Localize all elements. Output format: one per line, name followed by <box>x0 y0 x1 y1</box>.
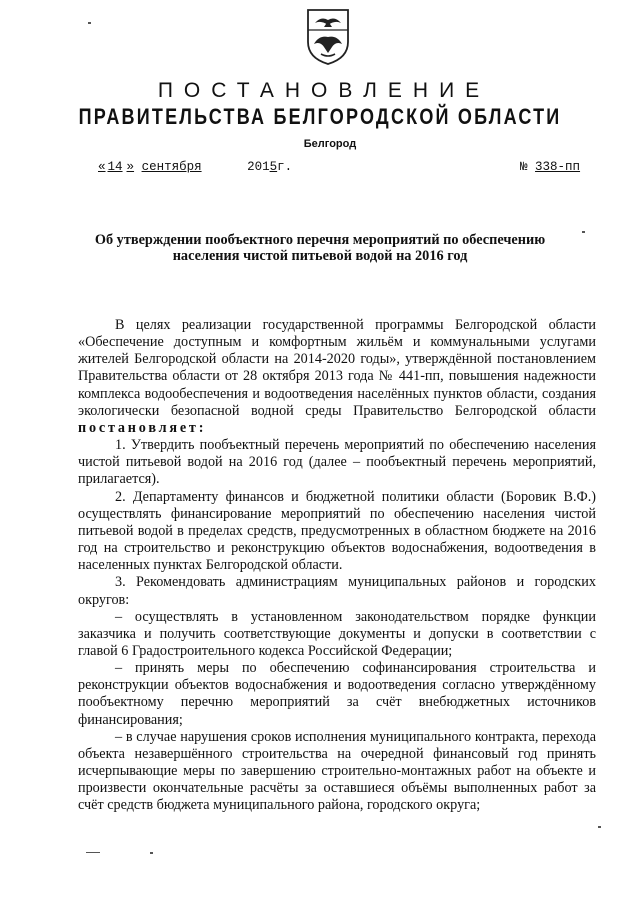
item-paragraph: 3. Рекомендовать администрациям муниципальных районов и городских округов: <box>78 574 596 608</box>
date-close-quote: » <box>126 160 135 174</box>
preamble-text: В целях реализации государственной программы Белгородской области «Обеспечение доступным и комфортным жильём и коммунальными услугами жителей Белгородской области на 2014-2020 годы», утверждённой постановлением Правительства области от 28 октября 2013 года № 441-пп, повышения надежности комплекса водообеспечения и водоотведения населённых пунктов области, создания экологически безопасной водной среды Правительство Белгородской области <box>78 317 596 419</box>
date-month: сентября <box>141 160 202 174</box>
sub-item-paragraph: – осуществлять в установленном законодательством порядке функции заказчика и получить соответствующие документы и допуски в соответствии с главой 6 Градостроительного кодекса Российской Федерации; <box>78 608 596 659</box>
number-value: 338-пп <box>535 160 581 174</box>
scan-mark <box>582 231 585 233</box>
date-day: 14 <box>107 160 123 174</box>
date-year-suffix: 5 <box>269 160 278 174</box>
sub-item-paragraph: – в случае нарушения сроков исполнения муниципального контракта, перехода объекта незавершённого строительства на очередной финансовый год принять исчерпывающие меры по завершению строительно-монтажных работ на объекте и произвести окончательные расчёты за оставшиеся объёмы выполненных работ за счёт средств бюджета муниципального района, городского округа; <box>78 728 596 814</box>
issue-city: Белгород <box>303 138 357 150</box>
decree-keyword: постановляет: <box>78 419 207 436</box>
decree-date <box>98 160 292 174</box>
scan-mark <box>150 852 153 854</box>
date-open-quote: « <box>98 160 106 174</box>
scan-mark <box>86 852 100 853</box>
scan-mark <box>598 826 601 828</box>
decree-title-line: Об утверждении пообъектного перечня мероприятий по обеспечению <box>94 232 546 248</box>
decree-number <box>520 160 580 174</box>
document-type-heading: ПОСТАНОВЛЕНИЕ <box>157 79 491 102</box>
item-paragraph: 1. Утвердить пообъектный перечень мероприятий по обеспечению населения чистой питьевой водой на 2016 год (далее – пообъектный перечень мероприятий, прилагается). <box>78 437 596 488</box>
coat-of-arms-emblem <box>305 8 351 66</box>
decree-title-line: населения чистой питьевой водой на 2016 год <box>172 248 468 264</box>
sub-item-paragraph: – принять меры по обеспечению софинансирования строительства и реконструкции объектов водоснабжения и водоотведения согласно утверждённому пообъектному перечню мероприятий за счёт внебюджетных источников финансирования; <box>78 660 596 728</box>
number-prefix: № <box>520 160 528 174</box>
date-year-mark: г. <box>277 160 293 174</box>
decree-title <box>40 232 600 264</box>
issuing-authority: ПРАВИТЕЛЬСТВА БЕЛГОРОДСКОЙ ОБЛАСТИ <box>78 104 562 129</box>
preamble-paragraph <box>78 317 596 437</box>
date-year-prefix: 201 <box>247 160 270 174</box>
scan-mark <box>88 22 91 24</box>
decree-body <box>78 317 596 815</box>
item-paragraph: 2. Департаменту финансов и бюджетной политики области (Боровик В.Ф.) осуществлять финансирование мероприятий по обеспечению населения чистой питьевой водой в пределах средств, предусмотренных в областном бюджете на 2016 год на строительство и реконструкцию объектов водоснабжения, водоотведения в населенных пунктах Белгородской области. <box>78 488 596 574</box>
